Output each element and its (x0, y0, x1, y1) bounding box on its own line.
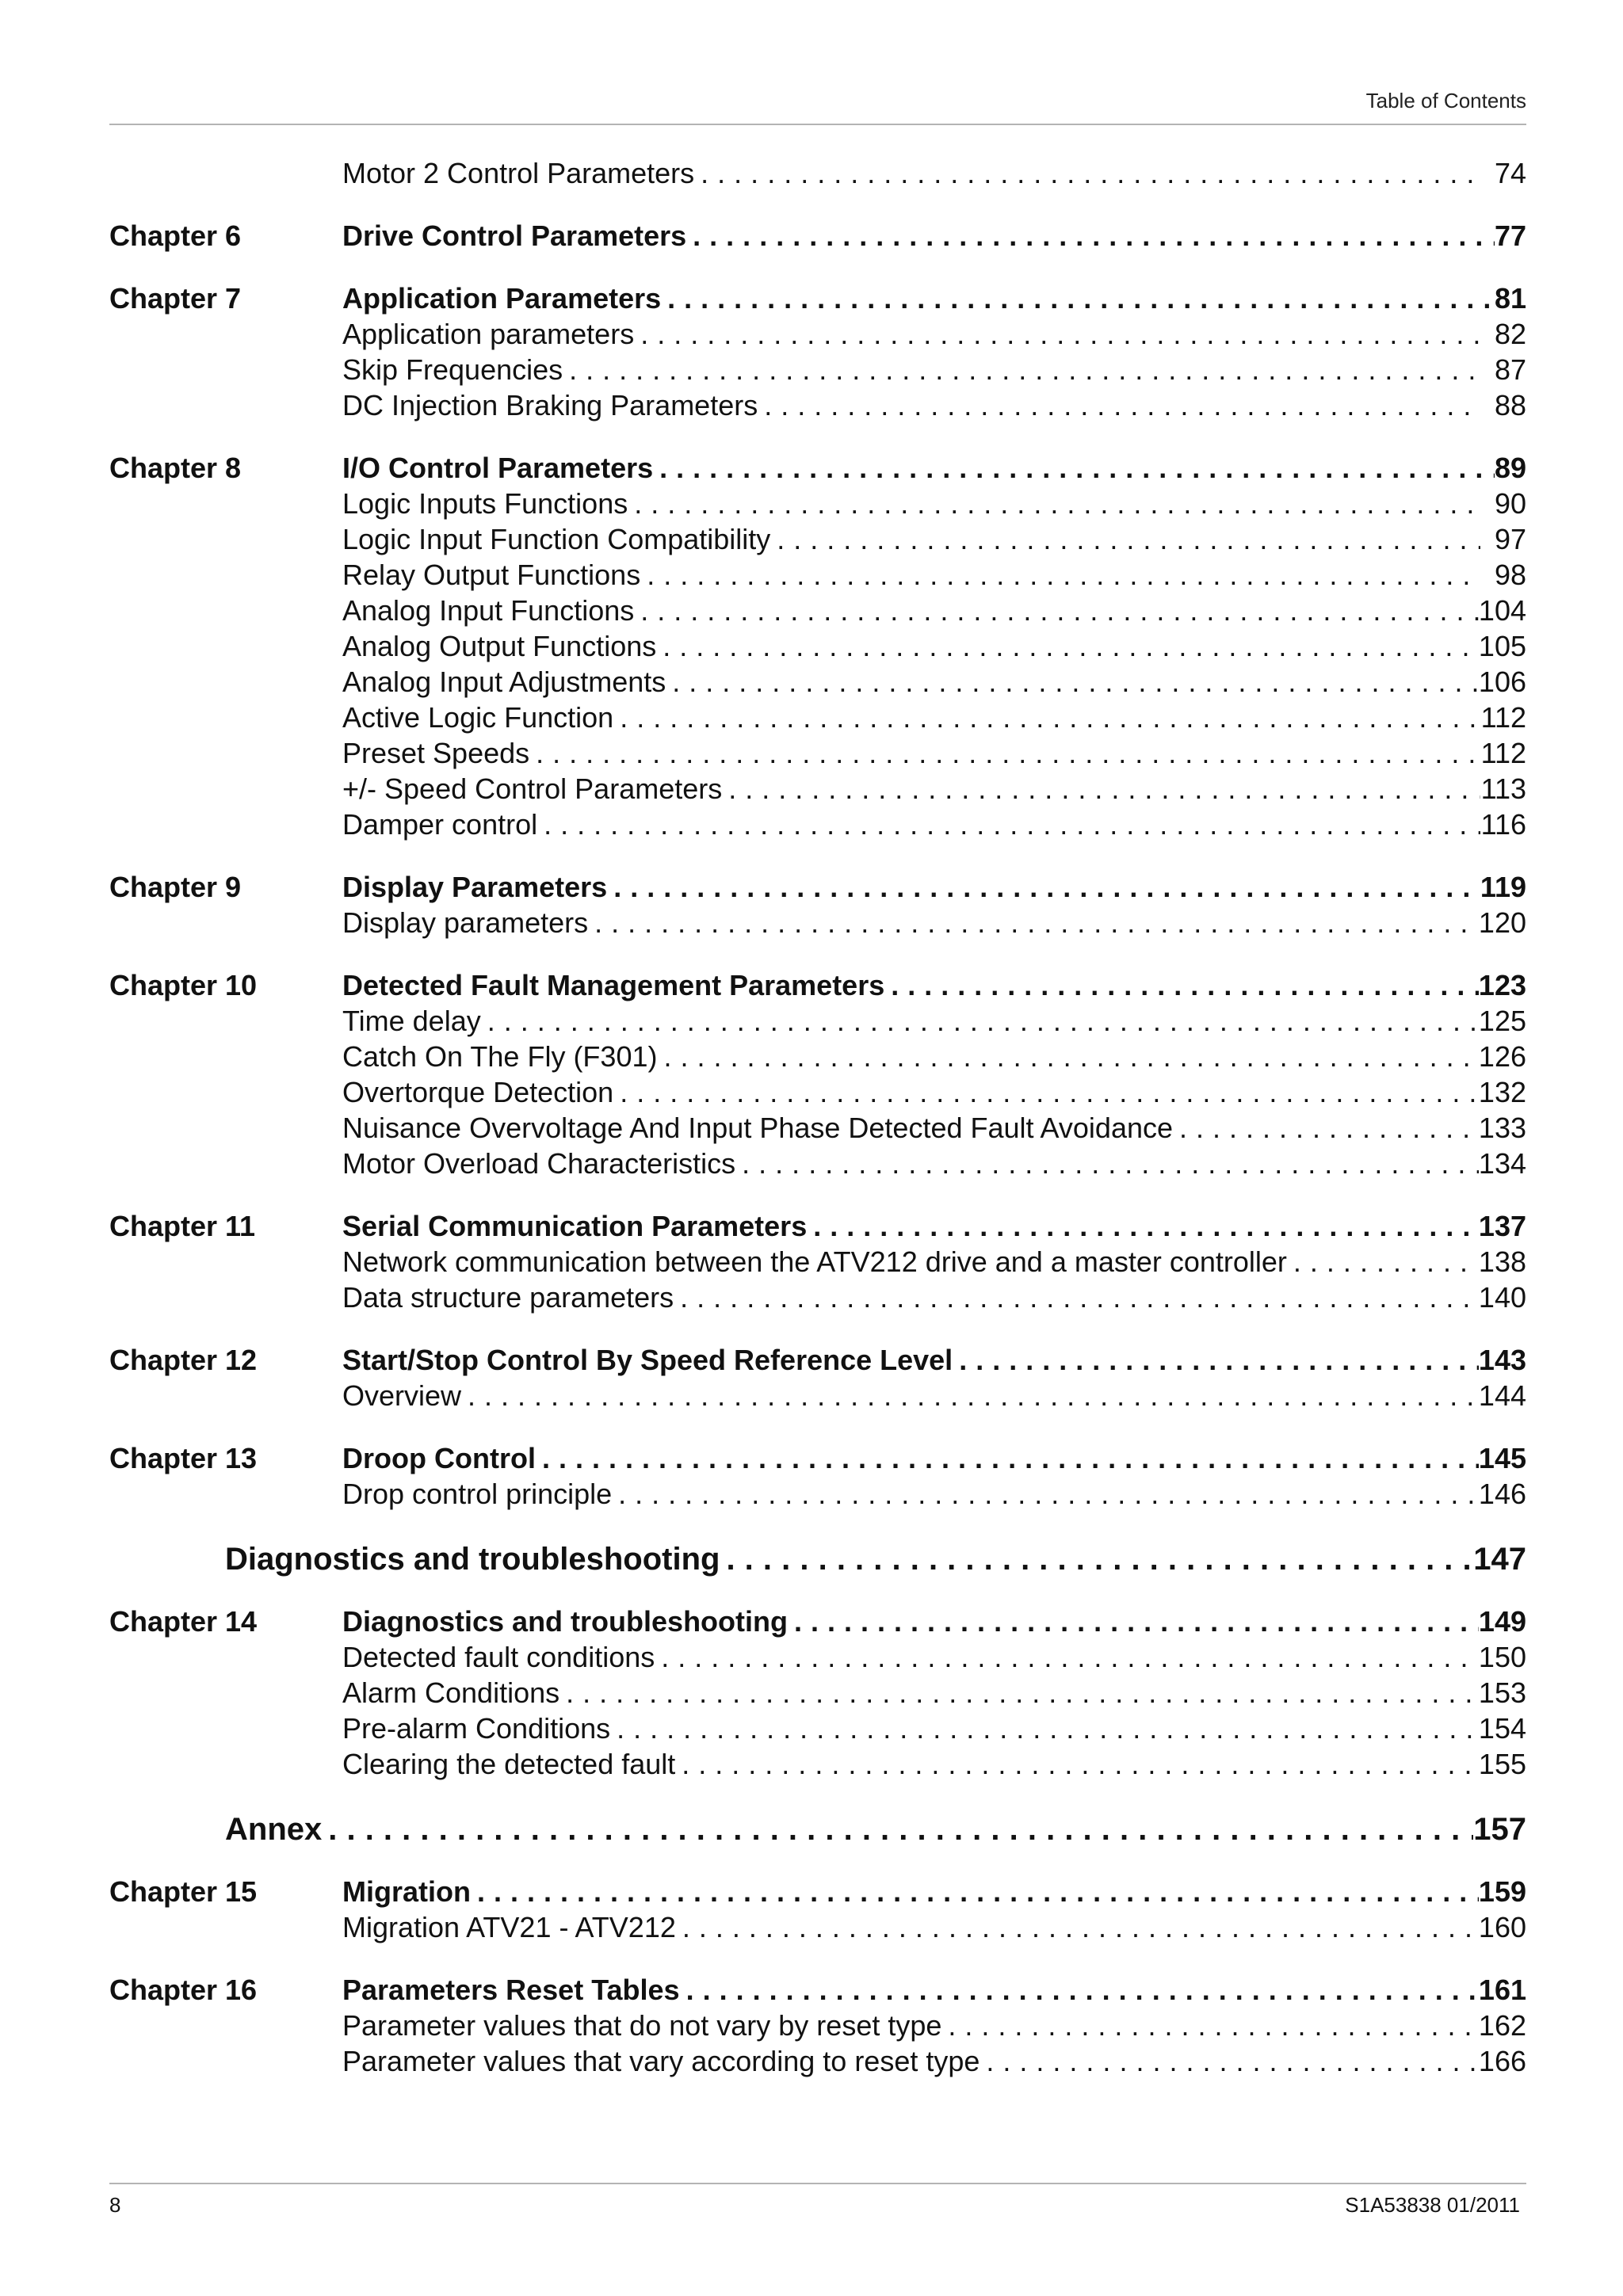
chapter-block (109, 1342, 1526, 1413)
toc-section-entry[interactable] (342, 1244, 1526, 1280)
toc-section-page: 126 (1478, 1040, 1526, 1073)
chapter-entries (342, 1208, 1526, 1315)
toc-chapter-title: Detected Fault Management Parameters (342, 969, 885, 1001)
toc-chapter-entry[interactable] (342, 1874, 1526, 1909)
toc-section-title: Analog Output Functions (342, 630, 657, 662)
dot-leader (655, 1639, 1479, 1675)
toc-section-entry[interactable] (342, 387, 1526, 423)
chapter-label: Chapter 8 (109, 452, 242, 484)
toc-section-title: Relay Output Functions (342, 559, 641, 591)
dot-leader (634, 593, 1479, 628)
toc-part-title: Annex (225, 1812, 323, 1847)
dot-leader (735, 1146, 1479, 1181)
toc-section-entry[interactable] (342, 1146, 1526, 1181)
dot-leader (657, 1039, 1478, 1074)
toc-section-title: Skip Frequencies (342, 353, 563, 386)
dot-leader (980, 2043, 1479, 2079)
footer-page-number: 8 (109, 2193, 121, 2217)
toc-section-entry[interactable] (342, 1476, 1526, 1512)
header-divider (109, 124, 1526, 125)
toc-entry-page: 74 (1494, 157, 1526, 189)
toc-section-entry[interactable] (342, 2043, 1526, 2079)
toc-section-entry[interactable] (342, 1110, 1526, 1146)
toc-section-entry[interactable] (342, 1675, 1526, 1711)
toc-chapter-page: 123 (1478, 969, 1526, 1001)
toc-section-page: 113 (1480, 772, 1526, 805)
toc-section-entry[interactable] (342, 521, 1526, 557)
dot-leader (807, 1208, 1479, 1244)
toc-section-title: Migration ATV21 - ATV212 (342, 1911, 676, 1943)
toc-section-entry[interactable] (342, 1074, 1526, 1110)
toc-section-entry[interactable] (342, 316, 1526, 352)
toc-section-entry[interactable] (342, 2008, 1526, 2043)
toc-section-title: Analog Input Functions (342, 594, 635, 627)
toc-section-page: 88 (1494, 389, 1526, 421)
chapter-label: Chapter 6 (109, 219, 242, 252)
toc-chapter-page: 119 (1480, 871, 1526, 903)
dot-leader (666, 664, 1479, 700)
toc-section-title: Active Logic Function (342, 701, 614, 734)
toc-chapter-page: 137 (1478, 1210, 1526, 1242)
toc-section-page: 140 (1478, 1281, 1526, 1314)
toc-section-title: +/- Speed Control Parameters (342, 772, 723, 805)
toc-section-entry[interactable] (342, 1639, 1526, 1675)
chapter-block (109, 1604, 1526, 1782)
chapter-block (109, 1440, 1526, 1512)
toc-section-page: 116 (1480, 808, 1526, 841)
toc-section-entry[interactable] (342, 1378, 1526, 1413)
dot-leader (607, 869, 1480, 905)
dot-leader (613, 700, 1480, 735)
toc-section-title: Preset Speeds (342, 737, 530, 769)
dot-leader (722, 771, 1480, 807)
dot-leader (612, 1476, 1479, 1512)
toc-section-page: 125 (1478, 1005, 1526, 1037)
toc-section-entry[interactable] (342, 1711, 1526, 1746)
toc-section-page: 112 (1480, 737, 1526, 769)
toc-chapter-title: Application Parameters (342, 282, 662, 315)
toc-section-title: DC Injection Braking Parameters (342, 389, 758, 421)
dot-leader (788, 1604, 1479, 1639)
toc-section-page: 112 (1480, 701, 1526, 734)
dot-leader (1173, 1110, 1479, 1146)
toc-entry-title: Motor 2 Control Parameters (342, 157, 695, 189)
dot-leader (674, 1280, 1479, 1315)
chapter-entries (342, 1604, 1526, 1782)
toc-section-entry[interactable] (342, 771, 1526, 807)
chapter-entries (342, 1440, 1526, 1512)
chapter-label: Chapter 7 (109, 282, 242, 315)
toc-section-page: 132 (1478, 1076, 1526, 1108)
dot-leader (653, 450, 1495, 486)
toc-section-page: 90 (1494, 487, 1526, 520)
toc-chapter-entry[interactable] (342, 218, 1526, 254)
toc-chapter-title: Serial Communication Parameters (342, 1210, 808, 1242)
toc-chapter-title: Start/Stop Control By Speed Reference Level (342, 1344, 953, 1376)
toc-block-intro (109, 155, 1526, 191)
part-heading-diagnostics (109, 1539, 1526, 1580)
chapter-block (109, 967, 1526, 1181)
toc-chapter-title: I/O Control Parameters (342, 452, 654, 484)
toc-section-entry[interactable] (342, 905, 1526, 940)
chapter-block (109, 1208, 1526, 1315)
toc-section-page: 166 (1478, 2045, 1526, 2077)
chapter-label: Chapter 13 (109, 1442, 258, 1474)
toc-chapter-title: Display Parameters (342, 871, 608, 903)
toc-section-page: 87 (1494, 353, 1526, 386)
toc-chapter-page: 89 (1494, 452, 1526, 484)
toc-part-title: Diagnostics and troubleshooting (225, 1542, 720, 1577)
toc-section-entry[interactable] (342, 1746, 1526, 1782)
toc-section-page: 105 (1478, 630, 1526, 662)
chapter-label: Chapter 9 (109, 871, 242, 903)
toc-chapter-page: 143 (1478, 1344, 1526, 1376)
toc-section-title: Drop control principle (342, 1478, 613, 1510)
part-heading-annex (109, 1809, 1526, 1850)
dot-leader (536, 1440, 1479, 1476)
toc-section-entry[interactable] (342, 664, 1526, 700)
toc-section-page: 144 (1478, 1379, 1526, 1412)
chapter-label: Chapter 15 (109, 1875, 258, 1908)
toc-section-title: Display parameters (342, 906, 589, 939)
dot-leader (461, 1378, 1479, 1413)
chapter-entries (342, 1874, 1526, 1945)
dot-leader (563, 352, 1480, 387)
chapter-label: Chapter 16 (109, 1974, 258, 2006)
dot-leader (676, 1909, 1479, 1945)
dot-leader (661, 280, 1495, 316)
toc-section-page: 82 (1494, 318, 1526, 350)
toc-section-title: Parameter values that vary according to reset type (342, 2045, 980, 2077)
toc-section-title: Time delay (342, 1005, 481, 1037)
toc-chapter-entry[interactable] (342, 1972, 1526, 2008)
footer-document-reference: S1A53838 01/2011 (1345, 2193, 1520, 2217)
toc-chapter-page: 81 (1494, 282, 1526, 315)
toc-section-title: Logic Inputs Functions (342, 487, 628, 520)
toc-section-entry[interactable] (342, 735, 1526, 771)
toc-section-title: Nuisance Overvoltage And Input Phase Detected Fault Avoidance (342, 1112, 1174, 1144)
dot-leader (720, 1539, 1473, 1580)
toc-section-entry[interactable] (342, 352, 1526, 387)
toc-chapter-title: Drive Control Parameters (342, 219, 687, 252)
toc-section-page: 153 (1478, 1676, 1526, 1709)
toc-section-title: Network communication between the ATV212 drive and a master controller (342, 1245, 1287, 1278)
toc-chapter-entry[interactable] (342, 869, 1526, 905)
dot-leader (559, 1675, 1479, 1711)
footer-divider (109, 2183, 1526, 2184)
toc-section-page: 120 (1478, 906, 1526, 939)
chapter-block (109, 450, 1526, 842)
toc-section-page: 106 (1478, 666, 1526, 698)
chapter-block (109, 218, 1526, 254)
toc-section-title: Overview (342, 1379, 462, 1412)
toc-section-entry[interactable] (342, 557, 1526, 593)
toc-part-page: 157 (1473, 1812, 1526, 1847)
toc-section-page: 138 (1478, 1245, 1526, 1278)
chapter-entries (342, 967, 1526, 1181)
dot-leader (694, 155, 1480, 191)
toc-chapter-title: Droop Control (342, 1442, 536, 1474)
dot-leader (953, 1342, 1479, 1378)
toc-entry[interactable] (342, 155, 1526, 191)
toc-section-page: 134 (1478, 1147, 1526, 1180)
chapter-entries (342, 869, 1526, 940)
toc-section-page: 160 (1478, 1911, 1526, 1943)
toc-chapter-entry[interactable] (342, 1342, 1526, 1378)
toc-chapter-title: Diagnostics and troubleshooting (342, 1605, 789, 1638)
toc-section-title: Logic Input Function Compatibility (342, 523, 771, 555)
dot-leader (628, 486, 1480, 521)
chapter-block (109, 280, 1526, 423)
toc-section-page: 150 (1478, 1641, 1526, 1673)
dot-leader (613, 1074, 1479, 1110)
chapter-block (109, 1972, 1526, 2079)
dot-leader (529, 735, 1480, 771)
dot-leader (758, 387, 1480, 423)
chapter-label: Chapter 11 (109, 1210, 256, 1242)
toc-chapter-page: 149 (1478, 1605, 1526, 1638)
chapter-entries (342, 450, 1526, 842)
toc-section-title: Motor Overload Characteristics (342, 1147, 736, 1180)
toc-chapter-entry[interactable] (342, 1604, 1526, 1639)
toc-section-title: Detected fault conditions (342, 1641, 655, 1673)
dot-leader (537, 807, 1480, 842)
toc-section-page: 104 (1478, 594, 1526, 627)
dot-leader (471, 1874, 1479, 1909)
toc-part-page: 147 (1473, 1542, 1526, 1577)
toc-section-page: 162 (1478, 2009, 1526, 2042)
chapter-block (109, 1874, 1526, 1945)
toc-part-entry[interactable] (225, 1539, 1526, 1580)
toc-chapter-page: 159 (1478, 1875, 1526, 1908)
toc-chapter-title: Parameters Reset Tables (342, 1974, 680, 2006)
dot-leader (680, 1972, 1479, 2008)
toc-section-page: 98 (1494, 559, 1526, 591)
toc-chapter-entry[interactable] (342, 280, 1526, 316)
toc-chapter-entry[interactable] (342, 450, 1526, 486)
toc-section-title: Parameter values that do not vary by reset type (342, 2009, 942, 2042)
toc-section-entry[interactable] (342, 1003, 1526, 1039)
toc-section-page: 97 (1494, 523, 1526, 555)
toc-chapter-entry[interactable] (342, 1208, 1526, 1244)
toc-section-title: Data structure parameters (342, 1281, 674, 1314)
toc-section-title: Application parameters (342, 318, 635, 350)
dot-leader (884, 967, 1479, 1003)
toc-section-entry[interactable] (342, 1909, 1526, 1945)
dot-leader (941, 2008, 1479, 2043)
chapter-entries (342, 218, 1526, 254)
dot-leader (588, 905, 1479, 940)
toc-section-entry[interactable] (342, 486, 1526, 521)
dot-leader (640, 557, 1480, 593)
toc-section-page: 154 (1478, 1712, 1526, 1745)
chapter-block (109, 869, 1526, 940)
toc-section-title: Clearing the detected fault (342, 1748, 676, 1780)
chapter-entries (342, 280, 1526, 423)
chapter-label: Chapter 12 (109, 1344, 258, 1376)
dot-leader (634, 316, 1480, 352)
toc-part-entry[interactable] (225, 1809, 1526, 1850)
toc-chapter-page: 145 (1478, 1442, 1526, 1474)
toc-section-page: 155 (1478, 1748, 1526, 1780)
toc-section-page: 133 (1478, 1112, 1526, 1144)
toc-section-title: Alarm Conditions (342, 1676, 560, 1709)
toc-section-entry[interactable] (342, 700, 1526, 735)
toc-section-entry[interactable] (342, 1039, 1526, 1074)
chapter-label: Chapter 14 (109, 1605, 258, 1638)
toc-chapter-page: 161 (1478, 1974, 1526, 2006)
toc-chapter-entry[interactable] (342, 967, 1526, 1003)
running-header: Table of Contents (1365, 89, 1526, 113)
toc-section-entry[interactable] (342, 807, 1526, 842)
dot-leader (322, 1809, 1473, 1850)
toc-section-title: Analog Input Adjustments (342, 666, 666, 698)
toc-section-title: Damper control (342, 808, 538, 841)
toc-section-title: Pre-alarm Conditions (342, 1712, 611, 1745)
chapter-entries (342, 1342, 1526, 1413)
chapter-label: Chapter 10 (109, 969, 258, 1001)
dot-leader (675, 1746, 1479, 1782)
chapter-entries (342, 1972, 1526, 2079)
toc-section-page: 146 (1478, 1478, 1526, 1510)
toc-section-entry[interactable] (342, 593, 1526, 628)
toc-section-entry[interactable] (342, 1280, 1526, 1315)
table-of-contents (109, 155, 1526, 2106)
dot-leader (686, 218, 1495, 254)
dot-leader (1287, 1244, 1479, 1280)
toc-chapter-entry[interactable] (342, 1440, 1526, 1476)
toc-chapter-title: Migration (342, 1875, 471, 1908)
toc-section-title: Overtorque Detection (342, 1076, 614, 1108)
dot-leader (610, 1711, 1479, 1746)
toc-chapter-page: 77 (1494, 219, 1526, 252)
dot-leader (481, 1003, 1479, 1039)
dot-leader (770, 521, 1480, 557)
toc-section-title: Catch On The Fly (F301) (342, 1040, 658, 1073)
toc-section-entry[interactable] (342, 628, 1526, 664)
dot-leader (656, 628, 1479, 664)
